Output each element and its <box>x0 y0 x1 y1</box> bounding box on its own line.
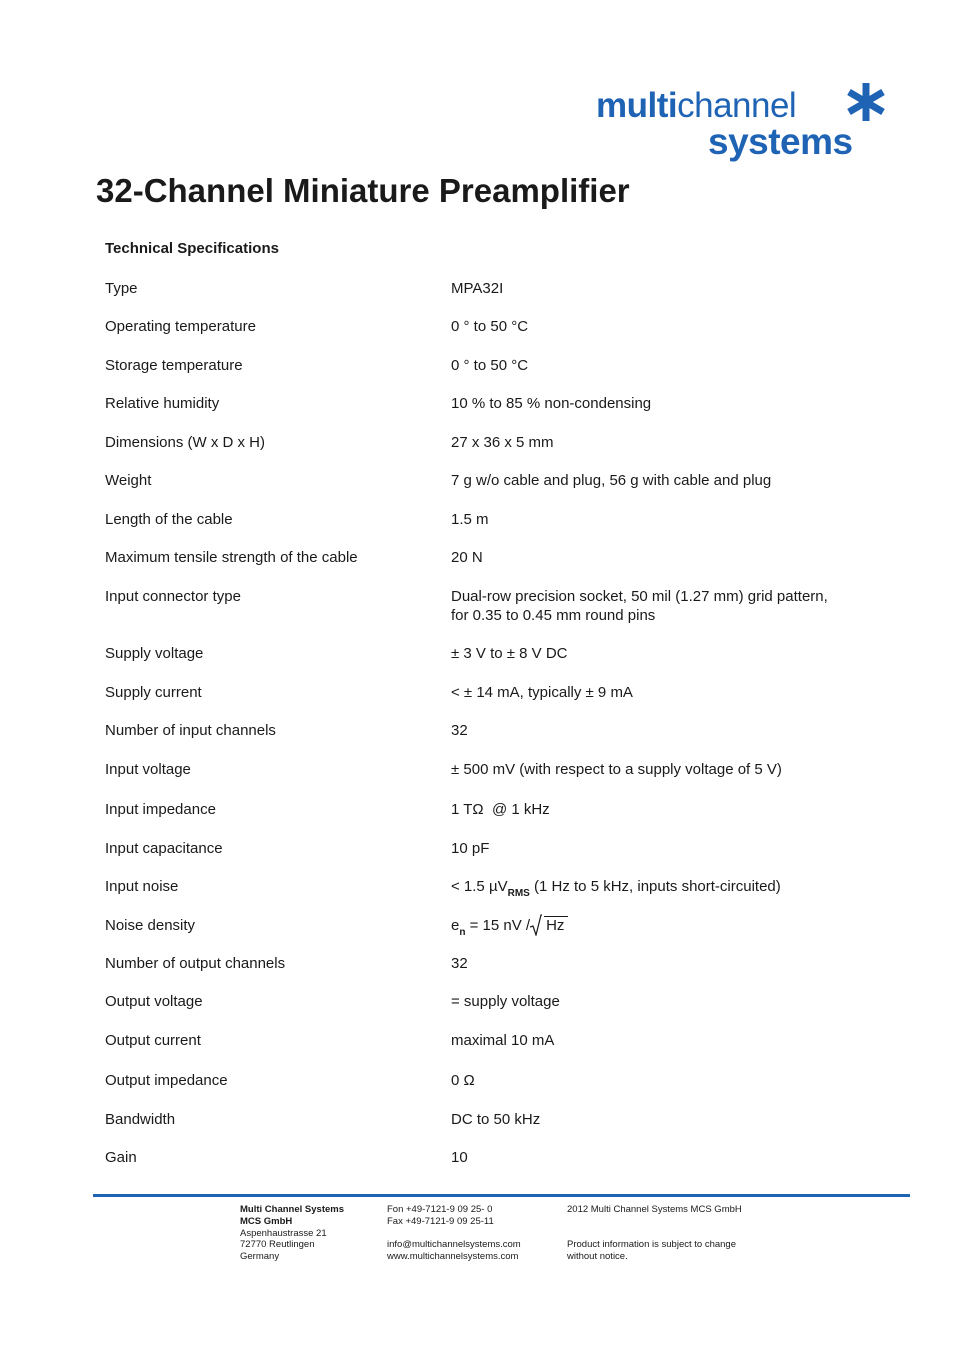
phone-number: Fon +49-7121-9 09 25- 0 <box>387 1204 493 1215</box>
square-root-icon <box>530 914 542 936</box>
company-entity: MCS GmbH <box>240 1215 293 1227</box>
spec-label: Input capacitance <box>105 840 223 857</box>
notice-line: Product information is subject to change <box>567 1239 736 1251</box>
address-street: Aspenhaustrasse 21 <box>240 1227 327 1239</box>
address-city: 72770 Reutlingen <box>240 1239 315 1251</box>
spec-value: 10 <box>451 1149 468 1166</box>
spec-value: maximal 10 mA <box>451 1032 555 1049</box>
spec-label: Output voltage <box>105 993 203 1010</box>
email-link[interactable]: info@multichannelsystems.com <box>387 1239 521 1251</box>
notice-line: without notice. <box>567 1251 628 1263</box>
spec-value: 1 TΩ @ 1 kHz <box>451 801 550 818</box>
spec-value-text: (1 Hz to 5 kHz, inputs short-circuited) <box>529 878 781 895</box>
spec-label: Output current <box>105 1032 201 1049</box>
spec-value: ± 500 mV (with respect to a supply voltage of 5 V) <box>451 761 782 778</box>
spec-label: Relative humidity <box>105 395 220 412</box>
spec-value: 10 pF <box>451 840 490 857</box>
spec-label: Weight <box>105 472 152 489</box>
spec-value: 20 N <box>451 549 483 566</box>
address-country: Germany <box>240 1251 280 1263</box>
spec-value-text: e <box>451 917 460 934</box>
spec-value: < ± 14 mA, typically ± 9 mA <box>451 684 633 701</box>
spec-label: Input connector type <box>105 588 241 605</box>
spec-label: Length of the cable <box>105 511 233 528</box>
spec-label: Storage temperature <box>105 357 243 374</box>
spec-value: 32 <box>451 722 468 739</box>
footer-contact <box>387 1204 521 1263</box>
spec-value: 32 <box>451 955 468 972</box>
website-link[interactable]: www.multichannelsystems.com <box>387 1251 519 1263</box>
spec-value <box>451 877 891 898</box>
spec-label: Operating temperature <box>105 318 256 335</box>
spec-label: Bandwidth <box>105 1111 176 1128</box>
spec-value: 0 ° to 50 °C <box>451 318 529 335</box>
asterisk-icon <box>846 80 886 124</box>
n-subscript: n <box>459 927 466 938</box>
spec-value: MPA32I <box>451 280 504 297</box>
footer-company-address <box>240 1204 344 1263</box>
spec-value: 10 % to 85 % non-condensing <box>451 395 652 412</box>
footer-legal <box>567 1204 742 1263</box>
square-root <box>530 916 568 935</box>
spec-value: 0 Ω <box>451 1072 475 1089</box>
spec-value: 1.5 m <box>451 511 489 528</box>
spec-label: Output impedance <box>105 1072 228 1089</box>
spec-value-text: = 15 nV / <box>465 917 531 934</box>
spec-value: ± 3 V to ± 8 V DC <box>451 645 568 662</box>
radicand: Hz <box>544 916 568 934</box>
spec-value: 7 g w/o cable and plug, 56 g with cable and plug <box>451 472 772 489</box>
logo-wordmark-top: multichannel <box>596 86 797 125</box>
spec-value <box>451 587 891 625</box>
section-heading: Technical Specifications <box>105 240 279 257</box>
company-name: Multi Channel Systems <box>240 1204 344 1215</box>
spec-label: Number of input channels <box>105 722 276 739</box>
spec-value-text: < 1.5 µV <box>451 878 508 895</box>
spec-value: DC to 50 kHz <box>451 1111 541 1128</box>
spec-value-line: for 0.35 to 0.45 mm round pins <box>451 607 656 624</box>
spec-value-line: Dual-row precision socket, 50 mil (1.27 mm) grid pattern, <box>451 588 828 605</box>
spec-value: = supply voltage <box>451 993 560 1010</box>
spec-label: Type <box>105 280 138 297</box>
footer-divider <box>93 1194 910 1197</box>
spec-label: Dimensions (W x D x H) <box>105 434 266 451</box>
copyright: 2012 Multi Channel Systems MCS GmbH <box>567 1204 742 1215</box>
spec-label: Input impedance <box>105 801 216 818</box>
logo-wordmark-bottom: systems <box>708 121 853 162</box>
company-logo <box>590 80 890 170</box>
spec-label: Gain <box>105 1149 137 1166</box>
spec-label: Maximum tensile strength of the cable <box>105 549 358 566</box>
page-title: 32-Channel Miniature Preamplifier <box>96 172 630 209</box>
spec-value <box>451 916 891 937</box>
spec-label: Supply voltage <box>105 645 204 662</box>
spec-value: 0 ° to 50 °C <box>451 357 529 374</box>
spec-label: Noise density <box>105 917 196 934</box>
rms-subscript: RMS <box>507 888 530 899</box>
spec-label: Input noise <box>105 878 179 895</box>
spec-label: Number of output channels <box>105 955 286 972</box>
spec-label: Supply current <box>105 684 202 701</box>
spec-label: Input voltage <box>105 761 191 778</box>
spec-value: 27 x 36 x 5 mm <box>451 434 554 451</box>
fax-number: Fax +49-7121-9 09 25-11 <box>387 1215 494 1227</box>
